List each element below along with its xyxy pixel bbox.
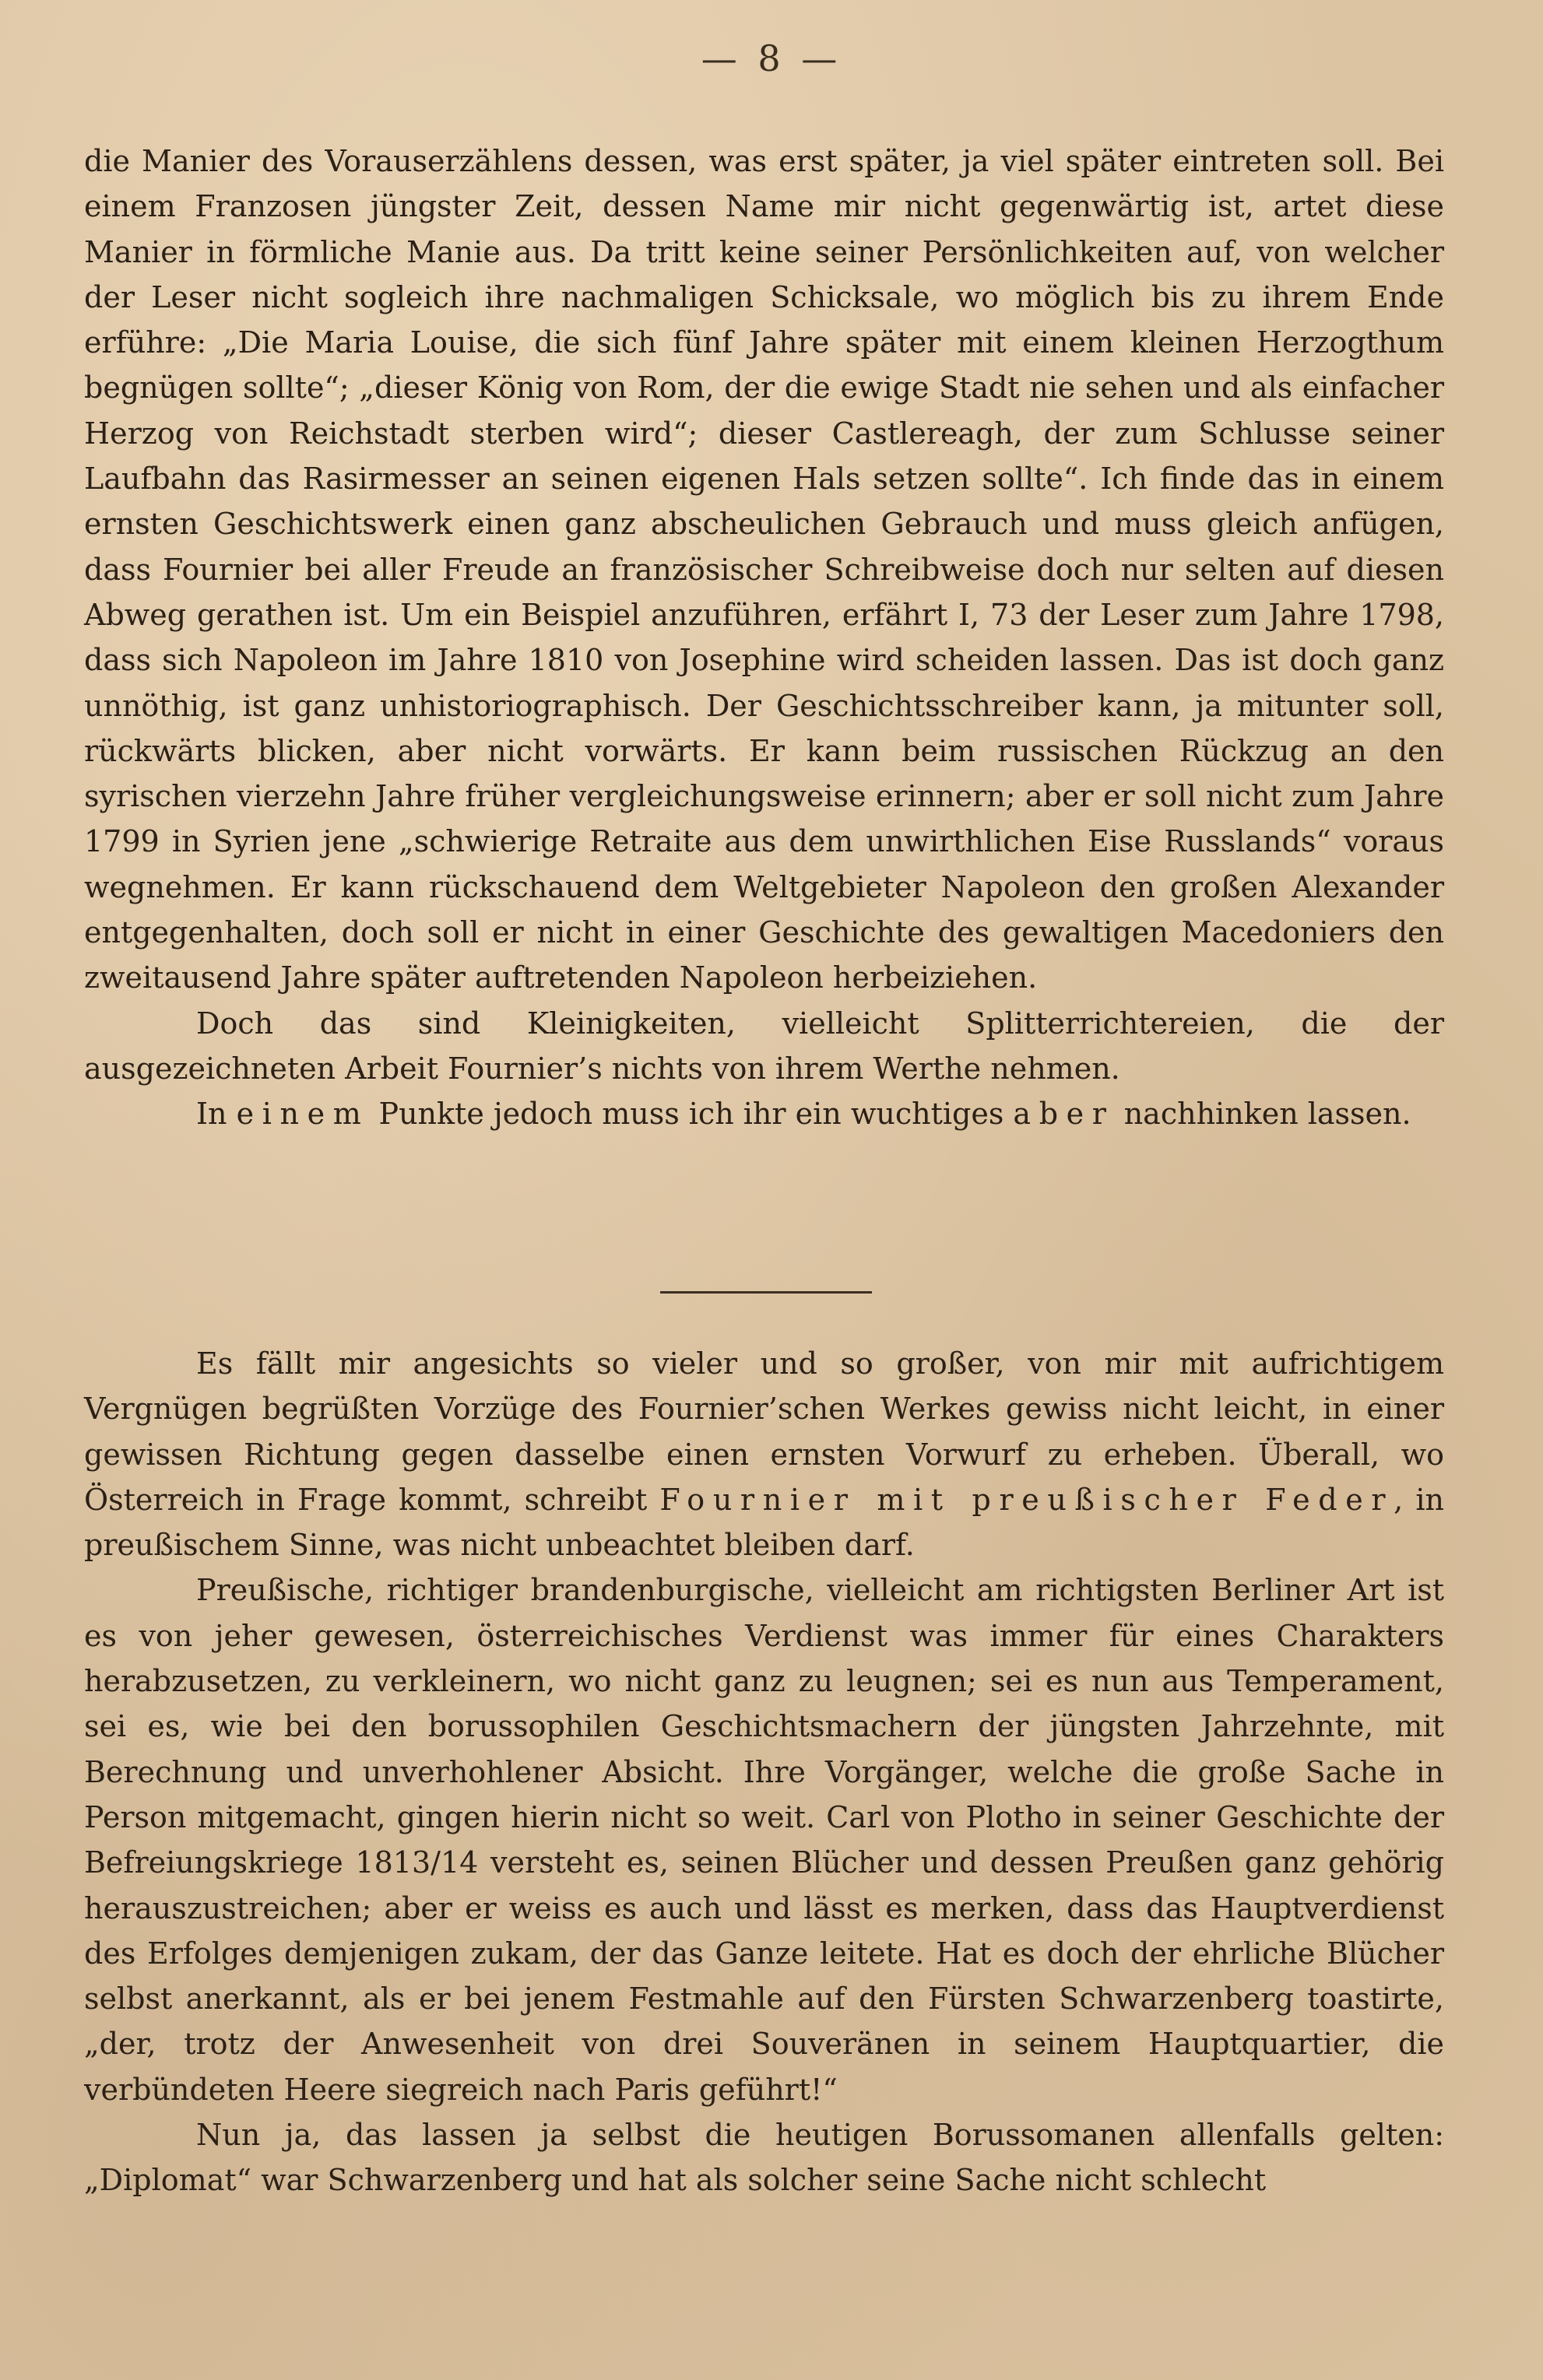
paragraph <box>84 1091 1444 1136</box>
emphasized-text: einem <box>236 1097 370 1132</box>
paragraph: Doch das sind Kleinigkeiten, vielleicht Splitterrichtereien, die der ausgezeichneten Arbeit Fournier’s nichts von ihrem Werthe nehmen. <box>84 1006 1444 1086</box>
emphasized-text: Fournier mit preußischer Feder <box>659 1482 1394 1517</box>
text-run: Es fällt mir angesichts so vieler und so großer, von mir mit aufrichtigem Vergnügen begrüßten Vorzüge des Fournier’schen Werkes gewiss nicht leicht, in einer gewissen Richtung gegen dasselbe einen ernsten Vorwurf zu erheben. Überall, wo Österreich in Frage kommt, schreibt <box>84 1346 1444 1517</box>
text-run: , in preußischem Sinne, was nicht unbeachtet bleiben darf. <box>84 1482 1444 1563</box>
page-number: — 8 — <box>701 37 842 79</box>
paragraph: Preußische, richtiger brandenburgische, vielleicht am richtigsten Berliner Art ist es von jeher gewesen, österreichisches Verdienst was immer für eines Charakters herabzusetzen, zu verkleinern, wo nicht ganz zu leugnen; sei es nun aus Temperament, sei es, wie bei den borussophilen Geschichtsmachern der jüngsten Jahrzehnte, mit Berechnung und unverhohlener Absicht. Ihre Vorgänger, welche die große Sache in Person mitgemacht, gingen hierin nicht so weit. Carl von Plotho in seiner Geschichte der Befreiungskriege 1813/14 versteht es, seinen Blücher und dessen Preußen ganz gehörig herauszustreichen; aber er weiss es auch und lässt es merken, dass das Hauptverdienst des Erfolges demjenigen zukam, der das Ganze leitete. Hat es doch der ehrliche Blücher selbst anerkannt, als er bei jenem Festmahle auf den Fürsten Schwarzenberg toastirte, „der, trotz der Anwesenheit von drei Souveränen in seinem Hauptquartier, die verbündeten Heere siegreich nach Paris geführt!“ <box>84 1573 1444 2107</box>
section-divider <box>660 1291 872 1294</box>
text-run: In <box>196 1097 237 1132</box>
paragraph: die Manier des Vorauserzählens dessen, was erst später, ja viel später eintreten soll. Bei einem Franzosen jüngster Zeit, dessen Name mir nicht gegenwärtig ist, artet diese Manier in förmliche Manie aus. Da tritt keine seiner Persönlichkeiten auf, von welcher der Leser nicht sogleich ihre nachmaligen Schicksale, wo möglich bis zu ihrem Ende erführe: „Die Maria Louise, die sich fünf Jahre später mit einem kleinen Herzogthum begnügen sollte“; „dieser König von Rom, der die ewige Stadt nie sehen und als einfacher Herzog von Reichstadt sterben wird“; dieser Castlereagh, der zum Schlusse seiner Laufbahn das Rasirmesser an seinen eigenen Hals setzen sollte“. Ich finde das in einem ernsten Geschichtswerk einen ganz abscheulichen Gebrauch und muss gleich anfügen, dass Fournier bei aller Freude an französischer Schreibweise doch nur selten auf diesen Abweg gerathen ist. Um ein Beispiel anzuführen, erfährt I, 73 der Leser zum Jahre 1798, dass sich Napoleon im Jahre 1810 von Josephine wird scheiden lassen. Das ist doch ganz unnöthig, ist ganz unhistoriographisch. Der Geschichtsschreiber kann, ja mitunter soll, rückwärts blicken, aber nicht vorwärts. Er kann beim russischen Rückzug an den syrischen vierzehn Jahre früher vergleichungsweise erinnern; aber er soll nicht zum Jahre 1799 in Syrien jene „schwierige Retraite aus dem unwirthlichen Eise Russlands“ voraus wegnehmen. Er kann rückschauend dem Weltgebieter Napoleon den großen Alexander entgegenhalten, doch soll er nicht in einer Geschichte des gewaltigen Macedoniers den zweitausend Jahre später auftretenden Napoleon herbeiziehen. <box>84 144 1444 995</box>
text-section-1 <box>84 139 1444 1137</box>
paragraph: Nun ja, das lassen ja selbst die heutigen Borussomanen allenfalls gelten: „Diplomat“ war Schwarzenberg und hat als solcher seine Sache nicht schlecht <box>84 2118 1444 2198</box>
text-section-2 <box>84 1341 1444 2203</box>
paragraph <box>84 1341 1444 1567</box>
text-run: nachhinken lassen. <box>1114 1097 1411 1132</box>
text-run: Punkte jedoch muss ich ihr ein wuchtiges <box>369 1097 1014 1132</box>
emphasized-text: aber <box>1013 1097 1115 1132</box>
